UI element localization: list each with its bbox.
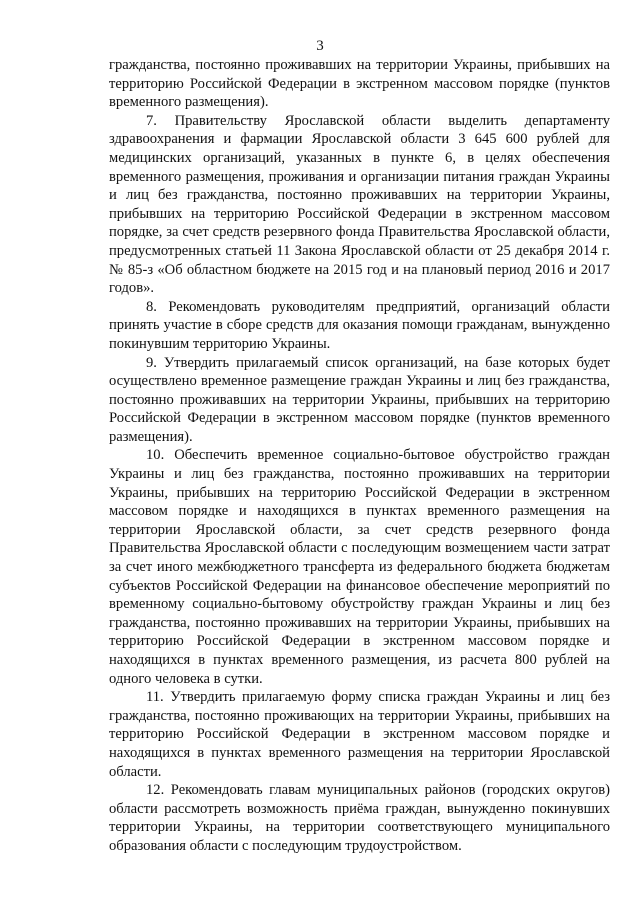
paragraph-item-11 xyxy=(109,688,610,781)
paragraph-text: Рекомендовать главам муниципальных районов (городских округов) области рассмотреть возможность приёма граждан, вынужденно покинувших территории Украины, на территории соответствующего муниципального образования области с последующим трудоустройством. xyxy=(109,782,610,854)
paragraph-item-12 xyxy=(109,781,610,855)
paragraph-number: 10. xyxy=(146,447,165,464)
paragraph-number: 11. xyxy=(146,689,164,706)
paragraph-text: Утвердить прилагаемый список организаций, на базе которых будет осуществлено временное размещение граждан Украины и лиц без гражданства, постоянно проживавших на территории Украины, прибывших на территорию Российской Федерации в экстренном массовом порядке (пунктов временного размещения). xyxy=(109,354,610,445)
paragraph-text: Рекомендовать руководителям предприятий, организаций области принять участие в сборе средств для оказания помощи гражданам, вынужденно покинувшим территорию Украины. xyxy=(109,298,610,352)
paragraph-item-8 xyxy=(109,298,610,354)
paragraph-text: Утвердить прилагаемую форму списка граждан Украины и лиц без гражданства, постоянно проживающих на территории Украины, прибывших на территорию Российской Федерации в экстренном массовом порядке и находящихся в пунктах временного размещения на территории Ярославской области. xyxy=(109,689,610,780)
paragraph-continuation xyxy=(109,56,610,112)
paragraph-item-7 xyxy=(109,112,610,298)
document-body xyxy=(109,56,610,856)
paragraph-text: Правительству Ярославской области выделить департаменту здравоохранения и фармации Ярославской области 3 645 600 рублей для медицинских организаций, указанных в пункте 6, в целях обеспечения временного размещения, проживания и организации питания граждан Украины и лиц без гражданства, постоянно проживавших на территории Украины, прибывших на территорию Российской Федерации в экстренном массовом порядке, за счет средств резервного фонда Правительства Ярославской области, предусмотренных статьей 11 Закона Ярославской области от 25 декабря 2014 г. № 85-з «Об областном бюджете на 2015 год и на плановый период 2016 и 2017 годов». xyxy=(109,112,610,297)
paragraph-item-10 xyxy=(109,446,610,688)
page-number: 3 xyxy=(316,38,324,54)
paragraph-number: 9. xyxy=(146,354,157,371)
paragraph-text: Обеспечить временное социально-бытовое обустройство граждан Украины и лиц без гражданства, постоянно проживавших на территории Украины, прибывших на территорию Российской Федерации в экстренном массовом порядке и находящихся в пунктах временного размещения на территории Ярославской области, за счет средств резервного фонда Правительства Ярославской области с последующим возмещением части затрат за счет иного межбюджетного трансферта из федерального бюджета бюджетам субъектов Российской Федерации на финансовое обеспечение мероприятий по временному социально-бытовому обустройству граждан Украины и лиц без гражданства, постоянно проживавших на территории Украины, прибывших на территорию Российской Федерации в экстренном массовом порядке и находящихся в пунктах временного размещения, из расчета 800 рублей на одного человека в сутки. xyxy=(109,447,610,687)
paragraph-item-9 xyxy=(109,354,610,447)
paragraph-text: гражданства, постоянно проживавших на территории Украины, прибывших на территорию Российской Федерации в экстренном массовом порядке (пунктов временного размещения). xyxy=(109,57,610,111)
paragraph-number: 7. xyxy=(146,112,157,129)
paragraph-number: 12. xyxy=(146,782,165,799)
paragraph-number: 8. xyxy=(146,298,157,315)
